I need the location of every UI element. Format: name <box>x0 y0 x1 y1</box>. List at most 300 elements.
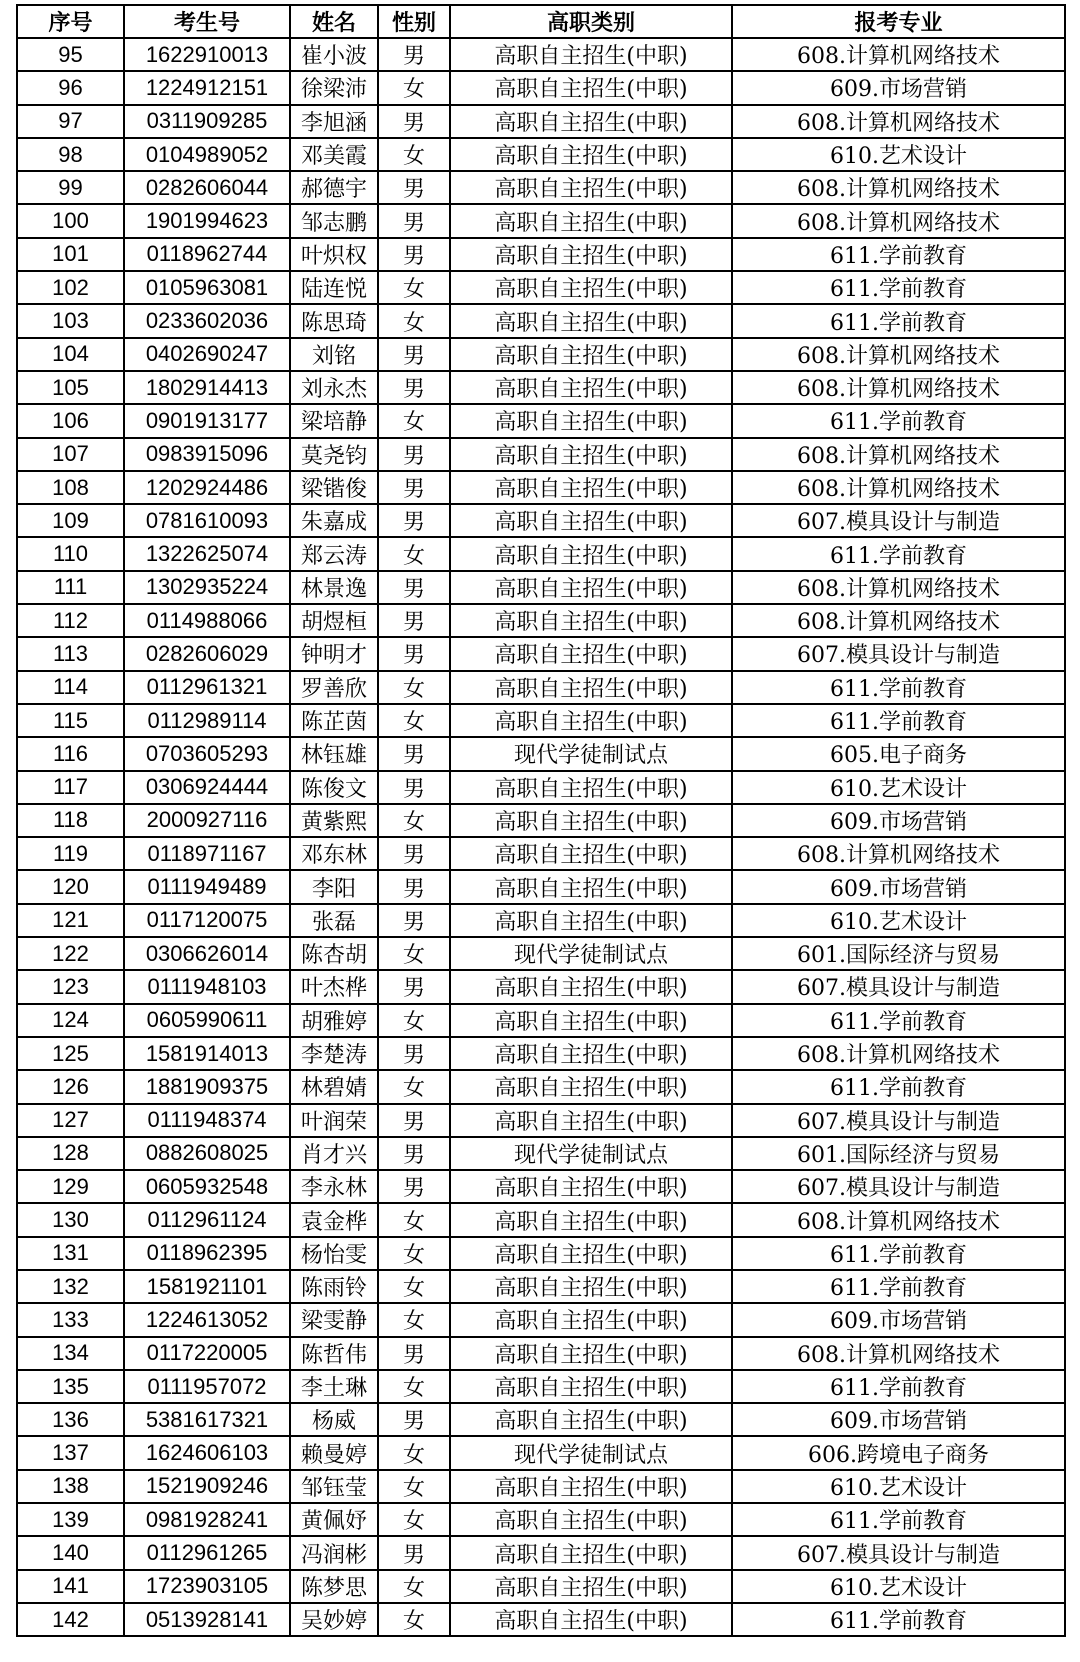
name-cell: 肖才兴 <box>290 1137 378 1170</box>
exam-id-cell: 0111949489 <box>124 870 290 903</box>
category-cell: 高职自主招生(中职) <box>450 138 732 171</box>
major-cell: 608.计算机网络技术 <box>732 371 1065 404</box>
seq-cell: 113 <box>17 637 124 670</box>
name-cell: 刘铭 <box>290 338 378 371</box>
name-cell: 林钰雄 <box>290 737 378 770</box>
table-row <box>17 171 1065 204</box>
exam-id-cell: 0112961321 <box>124 671 290 704</box>
gender-cell: 女 <box>378 804 450 837</box>
seq-cell: 131 <box>17 1237 124 1270</box>
name-cell: 李楚涛 <box>290 1037 378 1070</box>
exam-id-cell: 0402690247 <box>124 338 290 371</box>
table-row <box>17 537 1065 570</box>
name-cell: 刘永杰 <box>290 371 378 404</box>
table-row <box>17 837 1065 870</box>
category-cell: 高职自主招生(中职) <box>450 1037 732 1070</box>
seq-cell: 139 <box>17 1503 124 1536</box>
major-cell: 608.计算机网络技术 <box>732 1203 1065 1236</box>
header-exam-id: 考生号 <box>124 5 290 38</box>
seq-cell: 96 <box>17 71 124 104</box>
seq-cell: 118 <box>17 804 124 837</box>
seq-cell: 104 <box>17 338 124 371</box>
category-cell: 高职自主招生(中职) <box>450 1270 732 1303</box>
seq-cell: 132 <box>17 1270 124 1303</box>
major-cell: 605.电子商务 <box>732 737 1065 770</box>
category-cell: 高职自主招生(中职) <box>450 404 732 437</box>
gender-cell: 男 <box>378 371 450 404</box>
seq-cell: 112 <box>17 604 124 637</box>
header-seq: 序号 <box>17 5 124 38</box>
major-cell: 611.学前教育 <box>732 1370 1065 1403</box>
exam-id-cell: 2000927116 <box>124 804 290 837</box>
name-cell: 杨怡雯 <box>290 1237 378 1270</box>
exam-id-cell: 5381617321 <box>124 1403 290 1436</box>
major-cell: 608.计算机网络技术 <box>732 338 1065 371</box>
exam-id-cell: 0117220005 <box>124 1337 290 1370</box>
gender-cell: 男 <box>378 1337 450 1370</box>
category-cell: 现代学徒制试点 <box>450 737 732 770</box>
major-cell: 607.模具设计与制造 <box>732 504 1065 537</box>
exam-id-cell: 1622910013 <box>124 38 290 71</box>
header-row <box>17 5 1065 38</box>
gender-cell: 男 <box>378 38 450 71</box>
name-cell: 陈芷茵 <box>290 704 378 737</box>
admission-roster-table <box>16 4 1066 1637</box>
table-row <box>17 471 1065 504</box>
category-cell: 高职自主招生(中职) <box>450 1503 732 1536</box>
gender-cell: 男 <box>378 238 450 271</box>
gender-cell: 男 <box>378 1403 450 1436</box>
exam-id-cell: 0513928141 <box>124 1603 290 1636</box>
exam-id-cell: 1302935224 <box>124 571 290 604</box>
gender-cell: 女 <box>378 1303 450 1336</box>
gender-cell: 女 <box>378 704 450 737</box>
gender-cell: 男 <box>378 970 450 1003</box>
exam-id-cell: 1521909246 <box>124 1470 290 1503</box>
major-cell: 606.跨境电子商务 <box>732 1436 1065 1469</box>
name-cell: 邓美霞 <box>290 138 378 171</box>
major-cell: 610.艺术设计 <box>732 771 1065 804</box>
table-row <box>17 571 1065 604</box>
name-cell: 陈雨铃 <box>290 1270 378 1303</box>
gender-cell: 男 <box>378 637 450 670</box>
seq-cell: 136 <box>17 1403 124 1436</box>
name-cell: 黄佩妤 <box>290 1503 378 1536</box>
gender-cell: 男 <box>378 471 450 504</box>
name-cell: 梁锴俊 <box>290 471 378 504</box>
gender-cell: 女 <box>378 537 450 570</box>
major-cell: 610.艺术设计 <box>732 138 1065 171</box>
seq-cell: 124 <box>17 1004 124 1037</box>
name-cell: 郑云涛 <box>290 537 378 570</box>
major-cell: 608.计算机网络技术 <box>732 204 1065 237</box>
exam-id-cell: 0306924444 <box>124 771 290 804</box>
gender-cell: 男 <box>378 904 450 937</box>
name-cell: 邹志鹏 <box>290 204 378 237</box>
table-row <box>17 1570 1065 1603</box>
table-row <box>17 1070 1065 1103</box>
gender-cell: 女 <box>378 404 450 437</box>
major-cell: 611.学前教育 <box>732 304 1065 337</box>
header-major: 报考专业 <box>732 5 1065 38</box>
exam-id-cell: 0781610093 <box>124 504 290 537</box>
seq-cell: 108 <box>17 471 124 504</box>
seq-cell: 102 <box>17 271 124 304</box>
exam-id-cell: 0118962744 <box>124 238 290 271</box>
exam-id-cell: 0901913177 <box>124 404 290 437</box>
seq-cell: 95 <box>17 38 124 71</box>
category-cell: 高职自主招生(中职) <box>450 271 732 304</box>
major-cell: 608.计算机网络技术 <box>732 38 1065 71</box>
gender-cell: 男 <box>378 771 450 804</box>
major-cell: 608.计算机网络技术 <box>732 471 1065 504</box>
exam-id-cell: 0703605293 <box>124 737 290 770</box>
table-row <box>17 771 1065 804</box>
name-cell: 钟明才 <box>290 637 378 670</box>
exam-id-cell: 1224912151 <box>124 71 290 104</box>
name-cell: 胡煜桓 <box>290 604 378 637</box>
table-row <box>17 271 1065 304</box>
gender-cell: 男 <box>378 438 450 471</box>
category-cell: 高职自主招生(中职) <box>450 1070 732 1103</box>
category-cell: 高职自主招生(中职) <box>450 171 732 204</box>
category-cell: 高职自主招生(中职) <box>450 1170 732 1203</box>
table-row <box>17 937 1065 970</box>
category-cell: 高职自主招生(中职) <box>450 71 732 104</box>
exam-id-cell: 0282606029 <box>124 637 290 670</box>
category-cell: 高职自主招生(中职) <box>450 771 732 804</box>
major-cell: 608.计算机网络技术 <box>732 604 1065 637</box>
category-cell: 高职自主招生(中职) <box>450 571 732 604</box>
major-cell: 607.模具设计与制造 <box>732 1536 1065 1569</box>
gender-cell: 男 <box>378 837 450 870</box>
name-cell: 张磊 <box>290 904 378 937</box>
exam-id-cell: 0983915096 <box>124 438 290 471</box>
table-row <box>17 338 1065 371</box>
table-row <box>17 1037 1065 1070</box>
exam-id-cell: 0233602036 <box>124 304 290 337</box>
major-cell: 609.市场营销 <box>732 804 1065 837</box>
category-cell: 高职自主招生(中职) <box>450 704 732 737</box>
name-cell: 崔小波 <box>290 38 378 71</box>
gender-cell: 男 <box>378 737 450 770</box>
major-cell: 611.学前教育 <box>732 271 1065 304</box>
seq-cell: 97 <box>17 105 124 138</box>
major-cell: 601.国际经济与贸易 <box>732 937 1065 970</box>
admission-roster-sheet <box>16 4 1066 1637</box>
table-row <box>17 105 1065 138</box>
exam-id-cell: 0111948103 <box>124 970 290 1003</box>
exam-id-cell: 1881909375 <box>124 1070 290 1103</box>
table-row <box>17 904 1065 937</box>
exam-id-cell: 0282606044 <box>124 171 290 204</box>
category-cell: 高职自主招生(中职) <box>450 1104 732 1137</box>
exam-id-cell: 0605932548 <box>124 1170 290 1203</box>
major-cell: 610.艺术设计 <box>732 904 1065 937</box>
table-row <box>17 737 1065 770</box>
major-cell: 608.计算机网络技术 <box>732 438 1065 471</box>
category-cell: 现代学徒制试点 <box>450 937 732 970</box>
major-cell: 611.学前教育 <box>732 1603 1065 1636</box>
name-cell: 陈梦思 <box>290 1570 378 1603</box>
gender-cell: 男 <box>378 1170 450 1203</box>
seq-cell: 121 <box>17 904 124 937</box>
seq-cell: 126 <box>17 1070 124 1103</box>
seq-cell: 119 <box>17 837 124 870</box>
category-cell: 高职自主招生(中职) <box>450 1470 732 1503</box>
name-cell: 陈哲伟 <box>290 1337 378 1370</box>
exam-id-cell: 0605990611 <box>124 1004 290 1037</box>
gender-cell: 女 <box>378 1503 450 1536</box>
gender-cell: 女 <box>378 1203 450 1236</box>
major-cell: 607.模具设计与制造 <box>732 1104 1065 1137</box>
exam-id-cell: 0981928241 <box>124 1503 290 1536</box>
table-body <box>17 38 1065 1636</box>
name-cell: 李阳 <box>290 870 378 903</box>
table-row <box>17 138 1065 171</box>
table-row <box>17 238 1065 271</box>
major-cell: 611.学前教育 <box>732 671 1065 704</box>
exam-id-cell: 0311909285 <box>124 105 290 138</box>
category-cell: 高职自主招生(中职) <box>450 870 732 903</box>
gender-cell: 女 <box>378 138 450 171</box>
name-cell: 陆连悦 <box>290 271 378 304</box>
major-cell: 611.学前教育 <box>732 704 1065 737</box>
category-cell: 高职自主招生(中职) <box>450 1370 732 1403</box>
seq-cell: 135 <box>17 1370 124 1403</box>
seq-cell: 138 <box>17 1470 124 1503</box>
gender-cell: 女 <box>378 71 450 104</box>
major-cell: 608.计算机网络技术 <box>732 105 1065 138</box>
category-cell: 现代学徒制试点 <box>450 1137 732 1170</box>
gender-cell: 男 <box>378 1037 450 1070</box>
seq-cell: 137 <box>17 1436 124 1469</box>
exam-id-cell: 0112961124 <box>124 1203 290 1236</box>
gender-cell: 女 <box>378 1070 450 1103</box>
gender-cell: 男 <box>378 1536 450 1569</box>
major-cell: 611.学前教育 <box>732 537 1065 570</box>
category-cell: 高职自主招生(中职) <box>450 970 732 1003</box>
major-cell: 610.艺术设计 <box>732 1470 1065 1503</box>
seq-cell: 117 <box>17 771 124 804</box>
exam-id-cell: 0118971167 <box>124 837 290 870</box>
seq-cell: 100 <box>17 204 124 237</box>
header-name: 姓名 <box>290 5 378 38</box>
exam-id-cell: 0104989052 <box>124 138 290 171</box>
seq-cell: 103 <box>17 304 124 337</box>
major-cell: 608.计算机网络技术 <box>732 1337 1065 1370</box>
name-cell: 陈杏胡 <box>290 937 378 970</box>
header-category: 高职类别 <box>450 5 732 38</box>
major-cell: 607.模具设计与制造 <box>732 637 1065 670</box>
major-cell: 611.学前教育 <box>732 238 1065 271</box>
gender-cell: 女 <box>378 1470 450 1503</box>
category-cell: 高职自主招生(中职) <box>450 537 732 570</box>
seq-cell: 116 <box>17 737 124 770</box>
table-row <box>17 1436 1065 1469</box>
name-cell: 赖曼婷 <box>290 1436 378 1469</box>
major-cell: 609.市场营销 <box>732 870 1065 903</box>
seq-cell: 140 <box>17 1536 124 1569</box>
table-header <box>17 5 1065 38</box>
major-cell: 607.模具设计与制造 <box>732 1170 1065 1203</box>
gender-cell: 女 <box>378 1436 450 1469</box>
category-cell: 高职自主招生(中职) <box>450 204 732 237</box>
category-cell: 高职自主招生(中职) <box>450 1603 732 1636</box>
category-cell: 高职自主招生(中职) <box>450 1536 732 1569</box>
name-cell: 叶润荣 <box>290 1104 378 1137</box>
name-cell: 邓东林 <box>290 837 378 870</box>
gender-cell: 女 <box>378 937 450 970</box>
name-cell: 叶炽权 <box>290 238 378 271</box>
header-gender: 性别 <box>378 5 450 38</box>
exam-id-cell: 0118962395 <box>124 1237 290 1270</box>
exam-id-cell: 0882608025 <box>124 1137 290 1170</box>
gender-cell: 女 <box>378 304 450 337</box>
table-row <box>17 304 1065 337</box>
major-cell: 611.学前教育 <box>732 1237 1065 1270</box>
category-cell: 高职自主招生(中职) <box>450 1337 732 1370</box>
name-cell: 黄紫熙 <box>290 804 378 837</box>
major-cell: 609.市场营销 <box>732 1403 1065 1436</box>
seq-cell: 106 <box>17 404 124 437</box>
category-cell: 高职自主招生(中职) <box>450 471 732 504</box>
exam-id-cell: 1322625074 <box>124 537 290 570</box>
table-row <box>17 870 1065 903</box>
gender-cell: 男 <box>378 571 450 604</box>
table-row <box>17 1004 1065 1037</box>
category-cell: 高职自主招生(中职) <box>450 371 732 404</box>
major-cell: 609.市场营销 <box>732 1303 1065 1336</box>
table-row <box>17 404 1065 437</box>
exam-id-cell: 1901994623 <box>124 204 290 237</box>
table-row <box>17 1503 1065 1536</box>
category-cell: 高职自主招生(中职) <box>450 1203 732 1236</box>
category-cell: 高职自主招生(中职) <box>450 304 732 337</box>
table-row <box>17 637 1065 670</box>
gender-cell: 女 <box>378 671 450 704</box>
category-cell: 高职自主招生(中职) <box>450 504 732 537</box>
major-cell: 608.计算机网络技术 <box>732 171 1065 204</box>
table-row <box>17 604 1065 637</box>
seq-cell: 111 <box>17 571 124 604</box>
seq-cell: 133 <box>17 1303 124 1336</box>
name-cell: 陈思琦 <box>290 304 378 337</box>
major-cell: 611.学前教育 <box>732 1270 1065 1303</box>
exam-id-cell: 0111948374 <box>124 1104 290 1137</box>
name-cell: 林景逸 <box>290 571 378 604</box>
name-cell: 朱嘉成 <box>290 504 378 537</box>
gender-cell: 女 <box>378 1270 450 1303</box>
gender-cell: 女 <box>378 1570 450 1603</box>
table-row <box>17 1337 1065 1370</box>
table-row <box>17 38 1065 71</box>
category-cell: 高职自主招生(中职) <box>450 637 732 670</box>
exam-id-cell: 1802914413 <box>124 371 290 404</box>
exam-id-cell: 1202924486 <box>124 471 290 504</box>
seq-cell: 129 <box>17 1170 124 1203</box>
name-cell: 李土琳 <box>290 1370 378 1403</box>
seq-cell: 122 <box>17 937 124 970</box>
seq-cell: 127 <box>17 1104 124 1137</box>
seq-cell: 109 <box>17 504 124 537</box>
seq-cell: 107 <box>17 438 124 471</box>
gender-cell: 女 <box>378 1603 450 1636</box>
exam-id-cell: 0117120075 <box>124 904 290 937</box>
category-cell: 高职自主招生(中职) <box>450 671 732 704</box>
table-row <box>17 1203 1065 1236</box>
exam-id-cell: 1723903105 <box>124 1570 290 1603</box>
seq-cell: 128 <box>17 1137 124 1170</box>
seq-cell: 120 <box>17 870 124 903</box>
exam-id-cell: 1624606103 <box>124 1436 290 1469</box>
exam-id-cell: 0111957072 <box>124 1370 290 1403</box>
name-cell: 林碧婧 <box>290 1070 378 1103</box>
gender-cell: 女 <box>378 1004 450 1037</box>
category-cell: 高职自主招生(中职) <box>450 238 732 271</box>
name-cell: 陈俊文 <box>290 771 378 804</box>
major-cell: 611.学前教育 <box>732 1070 1065 1103</box>
name-cell: 李永林 <box>290 1170 378 1203</box>
exam-id-cell: 0105963081 <box>124 271 290 304</box>
table-row <box>17 371 1065 404</box>
seq-cell: 99 <box>17 171 124 204</box>
exam-id-cell: 0306626014 <box>124 937 290 970</box>
name-cell: 袁金桦 <box>290 1203 378 1236</box>
gender-cell: 男 <box>378 204 450 237</box>
exam-id-cell: 1224613052 <box>124 1303 290 1336</box>
name-cell: 邹钰莹 <box>290 1470 378 1503</box>
name-cell: 郝德宇 <box>290 171 378 204</box>
name-cell: 杨威 <box>290 1403 378 1436</box>
major-cell: 610.艺术设计 <box>732 1570 1065 1603</box>
exam-id-cell: 0112989114 <box>124 704 290 737</box>
name-cell: 莫尧钧 <box>290 438 378 471</box>
gender-cell: 男 <box>378 504 450 537</box>
table-row <box>17 1470 1065 1503</box>
seq-cell: 105 <box>17 371 124 404</box>
table-row <box>17 1170 1065 1203</box>
table-row <box>17 1104 1065 1137</box>
name-cell: 梁雯静 <box>290 1303 378 1336</box>
seq-cell: 125 <box>17 1037 124 1070</box>
major-cell: 611.学前教育 <box>732 404 1065 437</box>
gender-cell: 男 <box>378 338 450 371</box>
name-cell: 吴妙婷 <box>290 1603 378 1636</box>
category-cell: 高职自主招生(中职) <box>450 1004 732 1037</box>
major-cell: 611.学前教育 <box>732 1004 1065 1037</box>
table-row <box>17 1137 1065 1170</box>
category-cell: 高职自主招生(中职) <box>450 837 732 870</box>
table-row <box>17 1237 1065 1270</box>
table-row <box>17 1536 1065 1569</box>
major-cell: 608.计算机网络技术 <box>732 837 1065 870</box>
seq-cell: 141 <box>17 1570 124 1603</box>
category-cell: 高职自主招生(中职) <box>450 604 732 637</box>
category-cell: 高职自主招生(中职) <box>450 1403 732 1436</box>
seq-cell: 123 <box>17 970 124 1003</box>
major-cell: 607.模具设计与制造 <box>732 970 1065 1003</box>
major-cell: 601.国际经济与贸易 <box>732 1137 1065 1170</box>
category-cell: 高职自主招生(中职) <box>450 38 732 71</box>
major-cell: 608.计算机网络技术 <box>732 1037 1065 1070</box>
gender-cell: 女 <box>378 1370 450 1403</box>
name-cell: 李旭涵 <box>290 105 378 138</box>
seq-cell: 101 <box>17 238 124 271</box>
name-cell: 徐梁沛 <box>290 71 378 104</box>
table-row <box>17 1403 1065 1436</box>
table-row <box>17 1270 1065 1303</box>
